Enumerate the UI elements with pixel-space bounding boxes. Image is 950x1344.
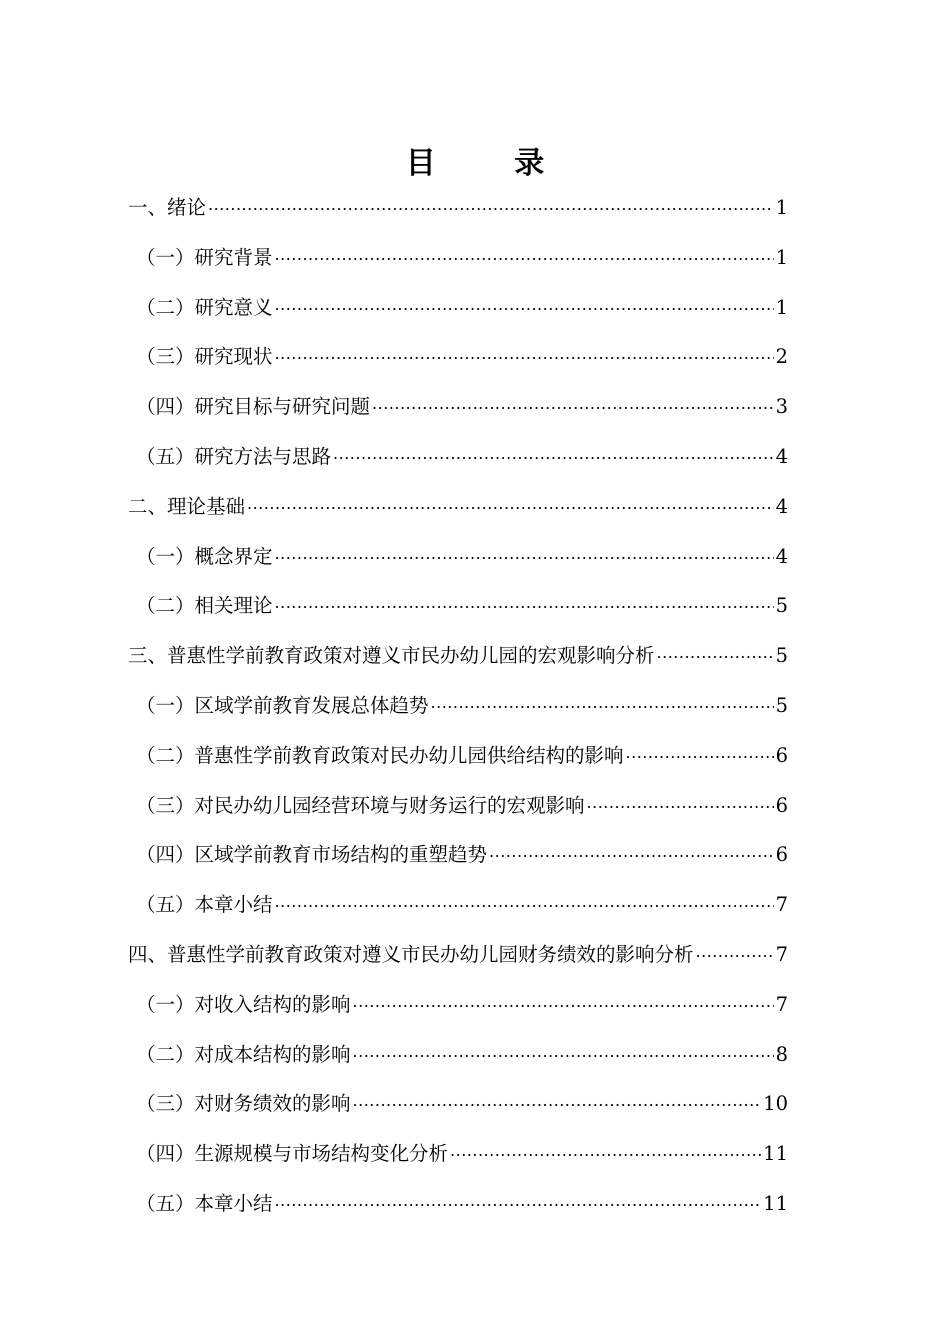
- toc-dot-leader: [275, 1178, 762, 1223]
- toc-entry[interactable]: [128, 983, 788, 1033]
- toc-entry-page-number: 4: [775, 444, 788, 468]
- toc-entry-page-number: 1: [775, 245, 788, 269]
- toc-dot-leader: [450, 1128, 761, 1173]
- toc-entry-page-number: 3: [775, 395, 788, 419]
- toc-entry-page-number: 5: [775, 693, 788, 717]
- toc-list: [128, 186, 788, 1232]
- toc-entry-page-number: 8: [775, 1042, 788, 1066]
- toc-entry-label: （五）本章小结: [136, 893, 273, 917]
- toc-dot-leader: [657, 630, 774, 675]
- toc-dot-leader: [275, 531, 774, 576]
- toc-dot-leader: [353, 1029, 774, 1074]
- toc-entry[interactable]: [128, 734, 788, 784]
- toc-title: 目 录: [405, 146, 579, 181]
- toc-dot-leader: [333, 431, 774, 476]
- toc-entry-label: （二）相关理论: [136, 594, 273, 618]
- toc-dot-leader: [275, 580, 774, 625]
- toc-entry[interactable]: [128, 535, 788, 585]
- toc-entry[interactable]: [128, 485, 788, 535]
- toc-entry[interactable]: [128, 335, 788, 385]
- toc-entry-label: （三）研究现状: [136, 345, 273, 369]
- toc-entry-page-number: 4: [775, 494, 788, 518]
- toc-dot-leader: [626, 730, 774, 775]
- toc-dot-leader: [247, 481, 774, 526]
- toc-entry[interactable]: [128, 634, 788, 684]
- toc-entry[interactable]: [128, 385, 788, 435]
- toc-entry-label: （三）对财务绩效的影响: [136, 1092, 351, 1116]
- toc-entry-label: （三）对民办幼儿园经营环境与财务运行的宏观影响: [136, 793, 585, 817]
- toc-dot-leader: [275, 232, 774, 277]
- toc-entry-page-number: 5: [775, 594, 788, 618]
- toc-entry-label: （一）概念界定: [136, 544, 273, 568]
- toc-dot-leader: [208, 182, 774, 227]
- toc-entry-page-number: 7: [775, 992, 788, 1016]
- toc-entry[interactable]: [128, 1082, 788, 1132]
- toc-entry-label: （二）对成本结构的影响: [136, 1042, 351, 1066]
- toc-entry-label: 三、普惠性学前教育政策对遵义市民办幼儿园的宏观影响分析: [128, 644, 655, 668]
- toc-entry-label: （四）区域学前教育市场结构的重塑趋势: [136, 843, 488, 867]
- toc-entry-page-number: 2: [775, 345, 788, 369]
- toc-dot-leader: [696, 929, 774, 974]
- toc-entry-label: （二）普惠性学前教育政策对民办幼儿园供给结构的影响: [136, 743, 624, 767]
- toc-entry-label: （二）研究意义: [136, 295, 273, 319]
- toc-entry[interactable]: [128, 1033, 788, 1083]
- toc-entry[interactable]: [128, 784, 788, 834]
- toc-entry-page-number: 10: [763, 1092, 788, 1116]
- toc-entry-label: （五）研究方法与思路: [136, 444, 332, 468]
- toc-entry[interactable]: [128, 435, 788, 485]
- toc-entry-label: （四）生源规模与市场结构变化分析: [136, 1142, 449, 1166]
- toc-dot-leader: [353, 1078, 762, 1123]
- toc-entry-page-number: 11: [763, 1191, 788, 1215]
- toc-entry[interactable]: [128, 286, 788, 336]
- toc-entry[interactable]: [128, 186, 788, 236]
- toc-dot-leader: [275, 879, 774, 924]
- toc-entry-page-number: 6: [775, 743, 788, 767]
- toc-entry-page-number: 1: [775, 295, 788, 319]
- toc-entry[interactable]: [128, 1182, 788, 1232]
- toc-entry[interactable]: [128, 1132, 788, 1182]
- toc-dot-leader: [431, 680, 774, 725]
- toc-entry-label: （四）研究目标与研究问题: [136, 395, 371, 419]
- toc-entry-page-number: 6: [775, 843, 788, 867]
- toc-entry-page-number: 5: [775, 644, 788, 668]
- toc-dot-leader: [372, 381, 774, 426]
- toc-entry-label: 四、普惠性学前教育政策对遵义市民办幼儿园财务绩效的影响分析: [128, 942, 694, 966]
- toc-entry-page-number: 6: [775, 793, 788, 817]
- toc-dot-leader: [587, 780, 774, 825]
- toc-entry[interactable]: [128, 584, 788, 634]
- toc-dot-leader: [489, 829, 774, 874]
- toc-dot-leader: [353, 979, 774, 1024]
- toc-entry-label: （一）对收入结构的影响: [136, 992, 351, 1016]
- toc-dot-leader: [275, 282, 774, 327]
- toc-entry[interactable]: [128, 236, 788, 286]
- toc-entry[interactable]: [128, 933, 788, 983]
- toc-entry-page-number: 7: [775, 942, 788, 966]
- toc-entry-page-number: 1: [775, 196, 788, 219]
- toc-dot-leader: [275, 331, 774, 376]
- toc-entry-label: 二、理论基础: [128, 494, 246, 518]
- toc-entry[interactable]: [128, 684, 788, 734]
- toc-entry-page-number: 4: [775, 544, 788, 568]
- toc-entry-label: （一）研究背景: [136, 245, 273, 269]
- toc-entry[interactable]: [128, 883, 788, 933]
- toc-entry-label: （五）本章小结: [136, 1191, 273, 1215]
- toc-entry-label: （一）区域学前教育发展总体趋势: [136, 693, 429, 717]
- toc-entry-page-number: 11: [763, 1142, 788, 1166]
- toc-entry-page-number: 7: [775, 893, 788, 917]
- toc-entry-label: 一、绪论: [128, 196, 207, 219]
- toc-entry[interactable]: [128, 833, 788, 883]
